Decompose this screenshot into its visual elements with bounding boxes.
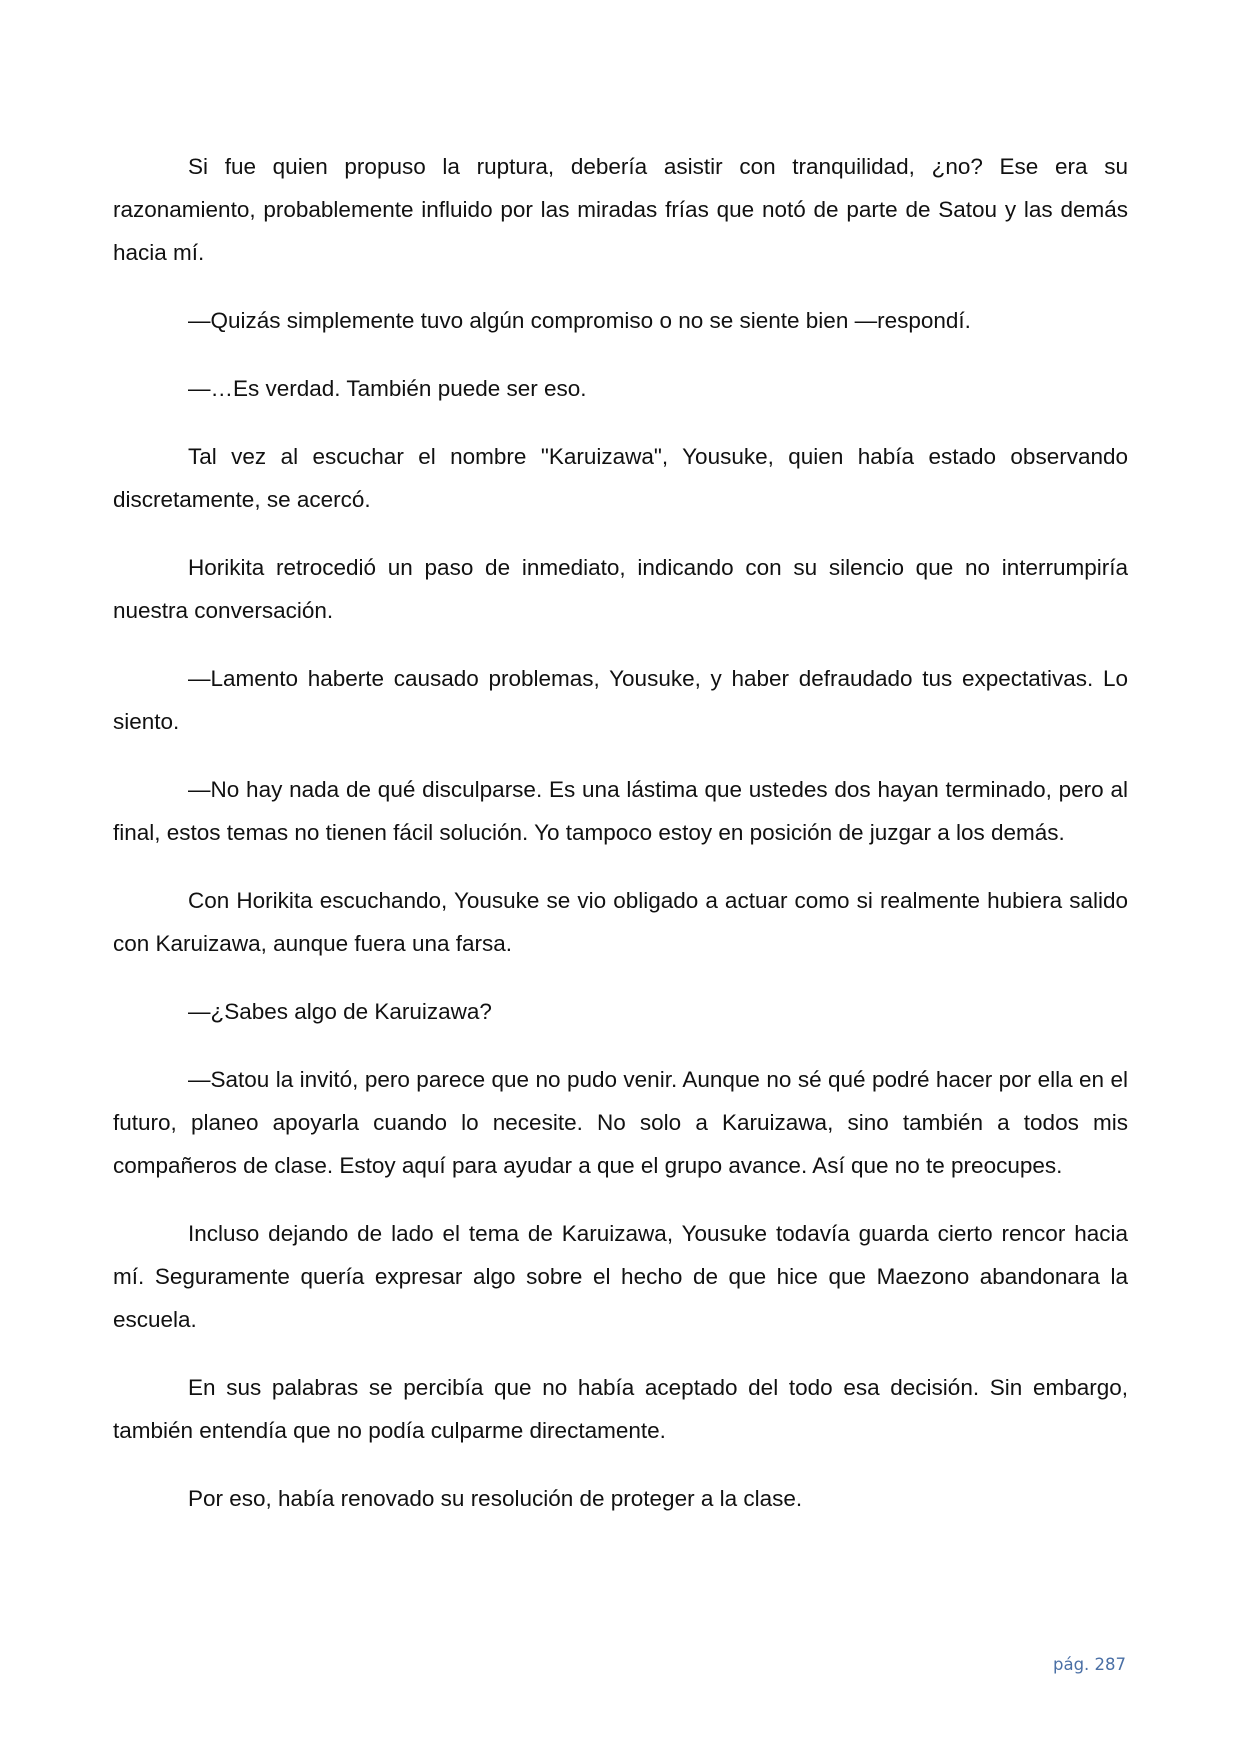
paragraph: En sus palabras se percibía que no había aceptado del todo esa decisión. Sin embargo, también entendía que no podía culparme directamente. [113, 1375, 1128, 1443]
paragraph: Por eso, había renovado su resolución de proteger a la clase. [188, 1486, 803, 1511]
paragraph: —Quizás simplemente tuvo algún compromiso o no se siente bien —respondí. [188, 308, 971, 333]
paragraph: Si fue quien propuso la ruptura, debería asistir con tranquilidad, ¿no? Ese era su razonamiento, probablemente influido por las miradas frías que notó de parte de Satou y las demás hacia mí. [113, 154, 1128, 265]
page-number: pág. 287 [1053, 1655, 1127, 1674]
paragraph: —No hay nada de qué disculparse. Es una lástima que ustedes dos hayan terminado, pero al final, estos temas no tienen fácil solución. Yo tampoco estoy en posición de juzgar a los demás. [113, 777, 1128, 845]
paragraph: —…Es verdad. También puede ser eso. [188, 376, 587, 401]
paragraph: Con Horikita escuchando, Yousuke se vio obligado a actuar como si realmente hubiera salido con Karuizawa, aunque fuera una farsa. [113, 888, 1128, 956]
paragraph: —Satou la invitó, pero parece que no pudo venir. Aunque no sé qué podré hacer por ella en el futuro, planeo apoyarla cuando lo necesite. No solo a Karuizawa, sino también a todos mis compañeros de clase. Estoy aquí para ayudar a que el grupo avance. Así que no te preocupes. [113, 1067, 1128, 1178]
paragraph: Incluso dejando de lado el tema de Karuizawa, Yousuke todavía guarda cierto rencor hacia mí. Seguramente quería expresar algo sobre el hecho de que hice que Maezono abandonara la escuela. [113, 1221, 1128, 1332]
paragraph: Horikita retrocedió un paso de inmediato, indicando con su silencio que no interrumpiría nuestra conversación. [113, 555, 1128, 623]
paragraph: —¿Sabes algo de Karuizawa? [188, 999, 492, 1024]
body-text [113, 145, 1128, 1545]
paragraph: —Lamento haberte causado problemas, Yousuke, y haber defraudado tus expectativas. Lo siento. [113, 666, 1128, 734]
paragraph: Tal vez al escuchar el nombre "Karuizawa", Yousuke, quien había estado observando discretamente, se acercó. [113, 444, 1128, 512]
